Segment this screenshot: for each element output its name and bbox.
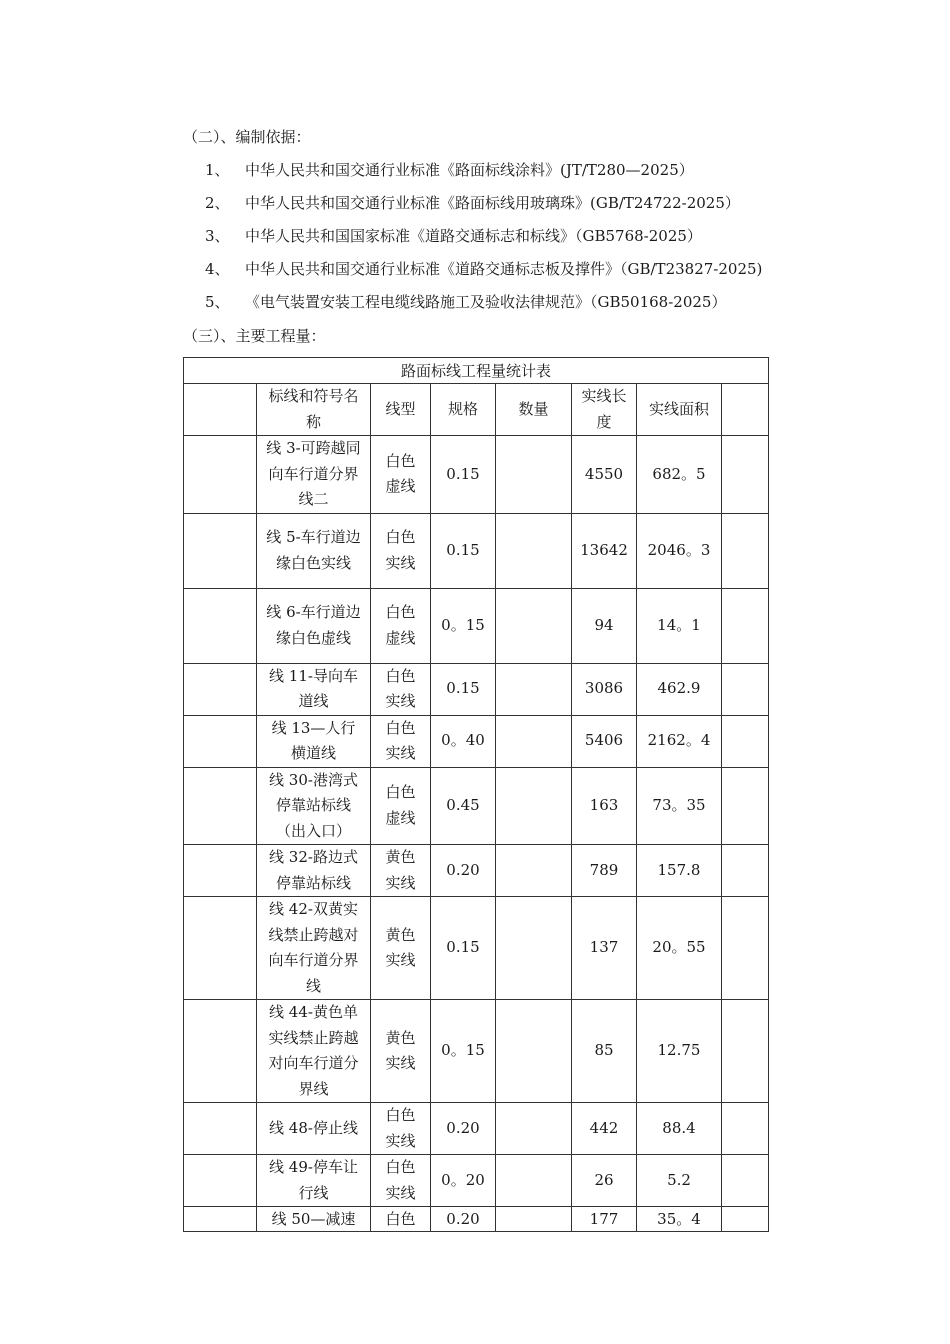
- table-header-cell: 数量: [496, 384, 572, 436]
- table-row: [184, 436, 769, 514]
- length-cell: 94: [572, 588, 637, 663]
- spec-cell: 0。15: [431, 1000, 496, 1103]
- table-row: [184, 1000, 769, 1103]
- basis-item-number: 3、: [205, 227, 230, 245]
- blank-cell: [184, 513, 257, 588]
- line-type-cell: 白色虚线: [371, 767, 431, 845]
- length-cell: 26: [572, 1155, 637, 1207]
- area-cell: 88.4: [637, 1103, 722, 1155]
- spec-cell: 0。15: [431, 588, 496, 663]
- marking-name-cell: 线 49-停车让行线: [257, 1155, 371, 1207]
- blank-cell: [722, 1155, 769, 1207]
- spec-cell: 0.15: [431, 897, 496, 1000]
- marking-name-cell: 线 42-双黄实线禁止跨越对向车行道分界线: [257, 897, 371, 1000]
- blank-cell: [184, 663, 257, 715]
- basis-item-text: 中华人民共和国交通行业标准《路面标线用玻璃珠》(GB/T24722-2025）: [245, 194, 740, 212]
- quantity-cell: [496, 897, 572, 1000]
- marking-name-cell: 线 5-车行道边缘白色实线: [257, 513, 371, 588]
- blank-cell: [722, 715, 769, 767]
- table-row: [184, 1103, 769, 1155]
- marking-name-cell: 线 6-车行道边缘白色虚线: [257, 588, 371, 663]
- spec-cell: 0.45: [431, 767, 496, 845]
- marking-name-cell: 线 13—人行横道线: [257, 715, 371, 767]
- blank-cell: [184, 1155, 257, 1207]
- length-cell: 4550: [572, 436, 637, 514]
- quantity-cell: [496, 513, 572, 588]
- marking-name-cell: 线 44-黄色单实线禁止跨越对向车行道分界线: [257, 1000, 371, 1103]
- table-header-cell: 标线和符号名称: [257, 384, 371, 436]
- line-type-cell: 白色实线: [371, 1103, 431, 1155]
- quantity-cell: [496, 767, 572, 845]
- area-cell: 14。1: [637, 588, 722, 663]
- area-cell: 5.2: [637, 1155, 722, 1207]
- marking-name-cell: 线 3-可跨越同向车行道分界线二: [257, 436, 371, 514]
- line-type-cell: 白色虚线: [371, 588, 431, 663]
- blank-cell: [184, 436, 257, 514]
- marking-name-cell: 线 11-导向车道线: [257, 663, 371, 715]
- table-header-cell: 规格: [431, 384, 496, 436]
- basis-item-text: 中华人民共和国交通行业标准《道路交通标志板及撑件》（GB/T23827-2025): [245, 260, 763, 278]
- table-header-cell: [722, 384, 769, 436]
- blank-cell: [722, 513, 769, 588]
- table-row: [184, 897, 769, 1000]
- length-cell: 163: [572, 767, 637, 845]
- basis-item-text: 中华人民共和国国家标准《道路交通标志和标线》（GB5768-2025）: [245, 227, 702, 245]
- quantity-cell: [496, 1207, 572, 1232]
- length-cell: 3086: [572, 663, 637, 715]
- marking-name-cell: 线 30-港湾式停靠站标线（出入口）: [257, 767, 371, 845]
- spec-cell: 0.15: [431, 513, 496, 588]
- length-cell: 177: [572, 1207, 637, 1232]
- length-cell: 137: [572, 897, 637, 1000]
- section-heading-quantity: （三）、主要工程量：: [183, 327, 326, 345]
- line-type-cell: 白色实线: [371, 663, 431, 715]
- table-row: [184, 588, 769, 663]
- blank-cell: [722, 1207, 769, 1232]
- marking-name-cell: 线 48-停止线: [257, 1103, 371, 1155]
- blank-cell: [184, 897, 257, 1000]
- table-header-cell: 实线面积: [637, 384, 722, 436]
- blank-cell: [184, 767, 257, 845]
- spec-cell: 0.20: [431, 1207, 496, 1232]
- basis-item-number: 1、: [205, 161, 230, 179]
- table-row: [184, 845, 769, 897]
- table-header-cell: 线型: [371, 384, 431, 436]
- blank-cell: [722, 897, 769, 1000]
- table-row: [184, 1207, 769, 1232]
- area-cell: 462.9: [637, 663, 722, 715]
- table-row: [184, 1155, 769, 1207]
- area-cell: 2162。4: [637, 715, 722, 767]
- length-cell: 13642: [572, 513, 637, 588]
- spec-cell: 0.15: [431, 436, 496, 514]
- blank-cell: [722, 663, 769, 715]
- basis-item-number: 2、: [205, 194, 230, 212]
- quantity-cell: [496, 715, 572, 767]
- blank-cell: [184, 715, 257, 767]
- quantity-cell: [496, 845, 572, 897]
- blank-cell: [184, 1000, 257, 1103]
- table-title-row: [184, 358, 769, 384]
- area-cell: 682。5: [637, 436, 722, 514]
- blank-cell: [722, 1000, 769, 1103]
- table-row: [184, 663, 769, 715]
- spec-cell: 0。40: [431, 715, 496, 767]
- basis-item-number: 5、: [205, 293, 230, 311]
- quantity-cell: [496, 588, 572, 663]
- blank-cell: [722, 1103, 769, 1155]
- quantity-cell: [496, 663, 572, 715]
- spec-cell: 0.20: [431, 1103, 496, 1155]
- length-cell: 789: [572, 845, 637, 897]
- length-cell: 5406: [572, 715, 637, 767]
- line-type-cell: 白色虚线: [371, 436, 431, 514]
- spec-cell: 0.20: [431, 845, 496, 897]
- table-row: [184, 767, 769, 845]
- quantity-cell: [496, 436, 572, 514]
- table-row: [184, 513, 769, 588]
- area-cell: 157.8: [637, 845, 722, 897]
- section-heading-basis: （二）、编制依据：: [183, 128, 311, 146]
- area-cell: 12.75: [637, 1000, 722, 1103]
- area-cell: 73。35: [637, 767, 722, 845]
- line-type-cell: 白色实线: [371, 715, 431, 767]
- quantity-cell: [496, 1155, 572, 1207]
- line-type-cell: 白色实线: [371, 513, 431, 588]
- table-header-cell: [184, 384, 257, 436]
- length-cell: 442: [572, 1103, 637, 1155]
- spec-cell: 0.15: [431, 663, 496, 715]
- basis-item-text: 中华人民共和国交通行业标准《路面标线涂料》(JT/T280—2025）: [245, 161, 694, 179]
- table-row: [184, 715, 769, 767]
- length-cell: 85: [572, 1000, 637, 1103]
- blank-cell: [184, 1207, 257, 1232]
- blank-cell: [184, 1103, 257, 1155]
- blank-cell: [722, 436, 769, 514]
- marking-name-cell: 线 50—减速: [257, 1207, 371, 1232]
- basis-item-text: 《电气装置安装工程电缆线路施工及验收法律规范》（GB50168-2025）: [245, 293, 727, 311]
- basis-item-number: 4、: [205, 260, 230, 278]
- area-cell: 20。55: [637, 897, 722, 1000]
- area-cell: 2046。3: [637, 513, 722, 588]
- blank-cell: [184, 588, 257, 663]
- area-cell: 35。4: [637, 1207, 722, 1232]
- quantity-cell: [496, 1000, 572, 1103]
- marking-quantity-table: [183, 357, 769, 1232]
- quantity-cell: [496, 1103, 572, 1155]
- blank-cell: [722, 767, 769, 845]
- table-header-cell: 实线长度: [572, 384, 637, 436]
- table-title: 路面标线工程量统计表: [184, 358, 769, 384]
- line-type-cell: 黄色实线: [371, 1000, 431, 1103]
- line-type-cell: 黄色实线: [371, 897, 431, 1000]
- spec-cell: 0。20: [431, 1155, 496, 1207]
- blank-cell: [184, 845, 257, 897]
- line-type-cell: 白色实线: [371, 1155, 431, 1207]
- marking-name-cell: 线 32-路边式停靠站标线: [257, 845, 371, 897]
- line-type-cell: 白色: [371, 1207, 431, 1232]
- blank-cell: [722, 588, 769, 663]
- table-header-row: [184, 384, 769, 436]
- line-type-cell: 黄色实线: [371, 845, 431, 897]
- blank-cell: [722, 845, 769, 897]
